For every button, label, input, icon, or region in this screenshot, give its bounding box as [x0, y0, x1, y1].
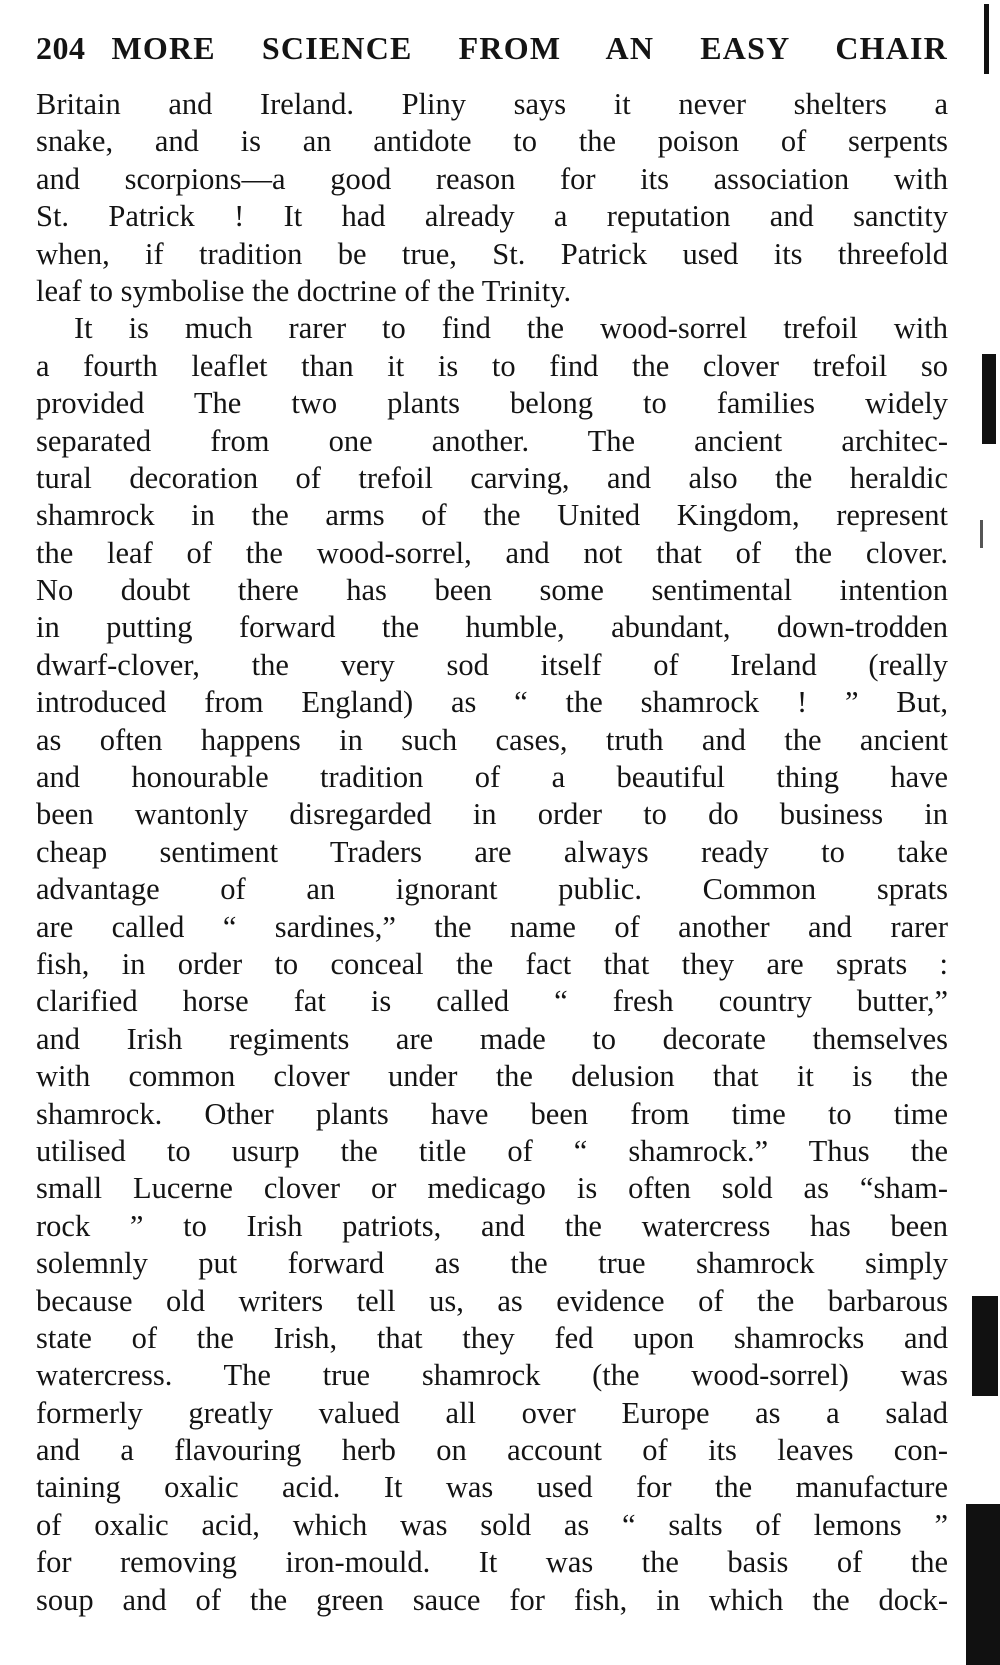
text-line: fish, in order to conceal the fact that they are sprats : [36, 946, 948, 981]
text-line: when, if tradition be true, St. Patrick used its threefold [36, 236, 948, 271]
text-line: leaf to symbolise the doctrine of the Trinity. [36, 273, 572, 308]
text-line: because old writers tell us, as evidence of the barbarous [36, 1283, 948, 1318]
scan-edge-mark [982, 354, 996, 444]
scan-edge-mark [980, 520, 983, 548]
paragraph-start-line: It is much rarer to find the wood-sorrel trefoil with [74, 311, 948, 346]
text-line: St. Patrick ! It had already a reputation and sanctity [36, 199, 948, 234]
text-line: and Irish regiments are made to decorate themselves [36, 1021, 948, 1056]
text-line: state of the Irish, that they fed upon shamrocks and [36, 1320, 948, 1355]
text-line: solemnly put forward as the true shamrock simply [36, 1246, 948, 1281]
text-line: been wantonly disregarded in order to do business in [36, 797, 948, 832]
text-line: of oxalic acid, which was sold as “ salts of lemons ” [36, 1507, 948, 1542]
text-line: provided The two plants belong to families widely [36, 386, 948, 421]
text-line: and scorpions—a good reason for its association with [36, 161, 948, 196]
text-line: separated from one another. The ancient architec- [36, 423, 948, 458]
text-line: small Lucerne clover or medicago is often sold as “sham- [36, 1171, 948, 1206]
text-line: dwarf-clover, the very sod itself of Ireland (really [36, 647, 948, 682]
running-head [36, 30, 948, 74]
text-line: rock ” to Irish patriots, and the watercress has been [36, 1208, 948, 1243]
text-line: taining oxalic acid. It was used for the manufacture [36, 1470, 948, 1505]
text-line: shamrock in the arms of the United Kingdom, represent [36, 498, 948, 533]
text-line: No doubt there has been some sentimental intention [36, 573, 948, 608]
running-title: MORE SCIENCE FROM AN EASY CHAIR [111, 30, 948, 66]
text-line: a fourth leaflet than it is to find the clover trefoil so [36, 348, 948, 383]
scan-edge-mark [966, 1504, 1000, 1665]
body-text [36, 86, 948, 1619]
text-line: Britain and Ireland. Pliny says it never shelters a [36, 87, 948, 121]
text-line: snake, and is an antidote to the poison of serpents [36, 124, 948, 159]
text-line: soup and of the green sauce for fish, in which the dock- [36, 1582, 948, 1617]
text-line: are called “ sardines,” the name of another and rarer [36, 909, 948, 944]
text-line: cheap sentiment Traders are always ready to take [36, 834, 948, 869]
text-line: for removing iron-mould. It was the basis of the [36, 1545, 948, 1580]
text-line: and a flavouring herb on account of its leaves con- [36, 1433, 948, 1468]
text-line: tural decoration of trefoil carving, and also the heraldic [36, 460, 948, 495]
text-line: introduced from England) as “ the shamrock ! ” But, [36, 685, 948, 720]
text-line: formerly greatly valued all over Europe as a salad [36, 1395, 948, 1430]
text-line: advantage of an ignorant public. Common sprats [36, 872, 948, 907]
text-line: clarified horse fat is called “ fresh country butter,” [36, 984, 948, 1019]
text-line: shamrock. Other plants have been from time to time [36, 1096, 948, 1131]
text-line: watercress. The true shamrock (the wood-sorrel) was [36, 1358, 948, 1393]
text-line: in putting forward the humble, abundant, down-trodden [36, 610, 948, 645]
scan-edge-mark [984, 4, 989, 74]
text-line: with common clover under the delusion that it is the [36, 1059, 948, 1094]
page-number: 204 [36, 30, 86, 66]
text-line: the leaf of the wood-sorrel, and not that of the clover. [36, 535, 948, 570]
scan-edge-mark [972, 1296, 998, 1396]
text-line: utilised to usurp the title of “ shamrock.” Thus the [36, 1133, 948, 1168]
text-line: and honourable tradition of a beautiful thing have [36, 760, 948, 795]
text-line: as often happens in such cases, truth and the ancient [36, 722, 948, 757]
